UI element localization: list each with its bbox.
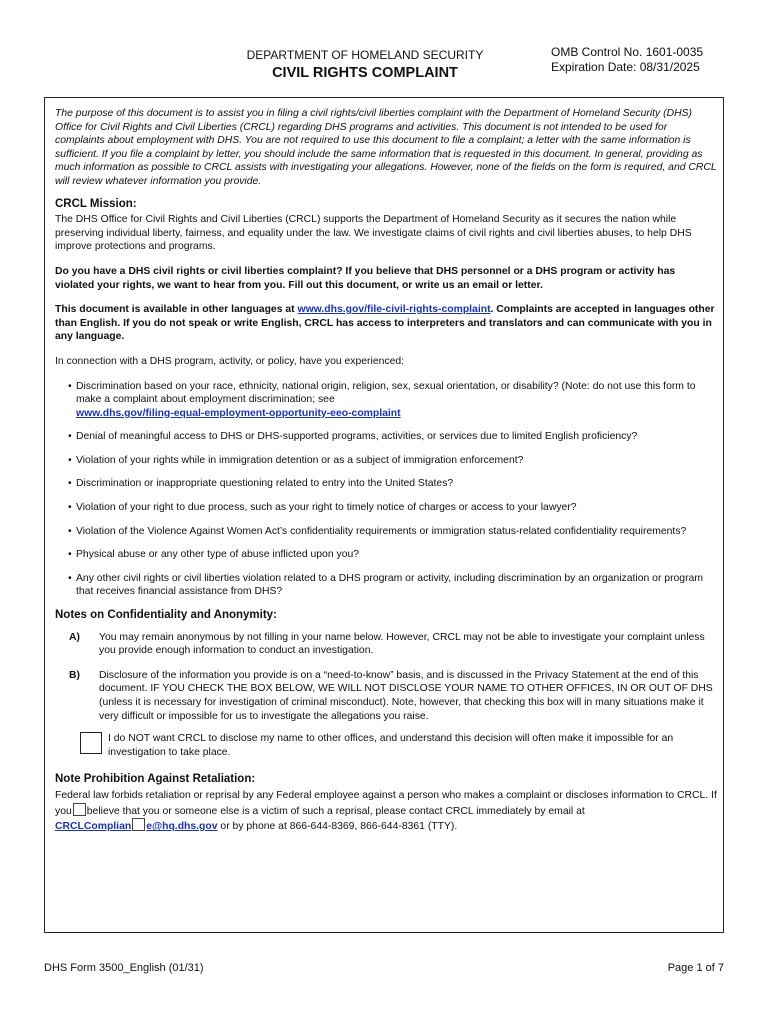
nondisclosure-checkbox[interactable] bbox=[80, 732, 102, 754]
retaliation-text-2: believe that you or someone else is a victim of such a reprisal, please contact CRCL immediately by email at bbox=[86, 805, 585, 817]
languages-text-before: This document is available in other languages at bbox=[55, 304, 298, 316]
eeo-complaint-link[interactable]: www.dhs.gov/filing-equal-employment-opportunity-eeo-complaint bbox=[76, 407, 401, 419]
confidentiality-heading: Notes on Confidentiality and Anonymity: bbox=[55, 609, 277, 622]
bullet-glyph: • bbox=[68, 572, 72, 584]
note-a bbox=[69, 631, 717, 658]
note-b-label: B) bbox=[69, 669, 80, 681]
retaliation-text bbox=[55, 789, 717, 834]
bullet-glyph: • bbox=[68, 525, 72, 537]
bullet-glyph: • bbox=[68, 431, 72, 443]
page-number: Page 1 of 7 bbox=[667, 962, 724, 974]
expiration-date: Expiration Date: 08/31/2025 bbox=[551, 60, 700, 74]
bullet-glyph: • bbox=[68, 502, 72, 514]
stray-box-mark bbox=[132, 818, 145, 831]
nondisclosure-label: I do NOT want CRCL to disclose my name to other offices, and understand this decision will often make it impossible for an investigation to take place. bbox=[108, 733, 674, 758]
list-item-text: Denial of meaningful access to DHS or DHS-supported programs, activities, or services due to limited English proficiency? bbox=[76, 431, 638, 443]
bullet-glyph: • bbox=[68, 454, 72, 466]
languages-paragraph bbox=[55, 303, 717, 344]
list-item bbox=[68, 477, 717, 491]
list-item bbox=[68, 548, 717, 562]
email-part-2: e@hq.dhs.gov bbox=[146, 821, 218, 833]
bullet-glyph: • bbox=[68, 549, 72, 561]
note-a-text: You may remain anonymous by not filling in your name below. However, CRCL may not be able to investigate your complaint unless you provide enough information to conduct an investigation. bbox=[99, 631, 705, 657]
note-b bbox=[69, 669, 717, 723]
list-item bbox=[68, 501, 717, 515]
intro-paragraph: The purpose of this document is to assist you in filing a civil rights/civil liberties complaint with the Department of Homeland Security (DHS) Office for Civil Rights and Civil Liberties (CRCL) regarding DHS programs and activities. This document is not intended to be used for complaints about employment with DHS. You are not required to use this document to file a complaint; a letter with the same information is sufficient. If you file a complaint by letter, you should include the same information that is requested in this document. In general, providing as much information as possible to CRCL assists with investigating your allegations. However, none of the fields on the form is required, and CRCL will review whatever information you provide. bbox=[55, 108, 717, 187]
department-name: DEPARTMENT OF HOMELAND SECURITY bbox=[246, 48, 484, 62]
complaint-question: Do you have a DHS civil rights or civil liberties complaint? If you believe that DHS personnel or a DHS program or activity has violated your rights, we want to hear from you. Fill out this document, or write us an email or letter. bbox=[55, 265, 676, 291]
omb-control-number: OMB Control No. 1601-0035 bbox=[551, 45, 704, 59]
languages-text-after: . Complaints are accepted in languages other than English. If you do not speak or write English, CRCL has access to interpreters and translators and can communicate with you in any language. bbox=[55, 304, 715, 343]
form-body bbox=[55, 107, 717, 834]
email-part-1: CRCLComplian bbox=[55, 821, 132, 833]
list-item bbox=[68, 572, 717, 599]
note-a-label: A) bbox=[69, 631, 80, 643]
retaliation-text-1: Federal law forbids retaliation or reprisal by any Federal employee against a person who makes a complaint or discloses information to CRCL. If you bbox=[55, 789, 717, 817]
list-item-text: Violation of your rights while in immigration detention or as a subject of immigration enforcement? bbox=[76, 454, 524, 466]
page-title: CIVIL RIGHTS COMPLAINT bbox=[272, 65, 458, 81]
languages-link[interactable]: www.dhs.gov/file-civil-rights-complaint bbox=[297, 304, 491, 316]
list-item-text: Discrimination or inappropriate questioning related to entry into the United States? bbox=[76, 478, 454, 490]
retaliation-text-3: or by phone at 866-644-8369, 866-644-8361 (TTY). bbox=[217, 821, 458, 833]
list-item-text: Violation of the Violence Against Women Act’s confidentiality requirements or immigration status-related confidentiality requirements? bbox=[76, 525, 687, 537]
note-b-text: Disclosure of the information you provide is on a “need-to-know” basis, and is discussed in the Privacy Statement at the end of this document. IF YOU CHECK THE BOX BELOW, WE WILL NOT DISCLOSE YOUR NAME TO OTHER OFFICES, IN OR OUT OF DHS (unless it is necessary for investigation of criminal misconduct). Note, however, that checking this box will in many situations make it very difficult or impossible for us to investigate the allegations you raise. bbox=[99, 669, 713, 722]
mission-text: The DHS Office for Civil Rights and Civil Liberties (CRCL) supports the Department of Homeland Security as it secures the nation while preserving individual liberty, fairness, and equality under the law. We investigate claims of civil rights and civil liberties abuses, to help DHS improve protections and programs. bbox=[55, 214, 692, 253]
nondisclosure-option bbox=[80, 732, 717, 759]
experience-list bbox=[55, 380, 717, 600]
list-item bbox=[68, 525, 717, 539]
list-item-text: Physical abuse or any other type of abuse inflicted upon you? bbox=[76, 549, 360, 561]
bullet-glyph: • bbox=[68, 380, 72, 392]
crcl-email-link[interactable] bbox=[55, 821, 218, 832]
list-item bbox=[68, 430, 717, 444]
list-item-text: Violation of your right to due process, such as your right to timely notice of charges or access to your lawyer? bbox=[76, 502, 577, 514]
list-item-text: Discrimination based on your race, ethnicity, national origin, religion, sex, sexual orientation, or disability? (Note: do not use this form to make a complaint about employment discrimination; see bbox=[76, 380, 696, 406]
list-item bbox=[68, 380, 717, 421]
bullet-glyph: • bbox=[68, 478, 72, 490]
mission-heading: CRCL Mission: bbox=[55, 197, 137, 210]
omb-info bbox=[551, 45, 703, 75]
list-item bbox=[68, 454, 717, 468]
retaliation-heading: Note Prohibition Against Retaliation: bbox=[55, 773, 256, 786]
form-identifier: DHS Form 3500_English (01/31) bbox=[44, 962, 204, 974]
experience-intro: In connection with a DHS program, activity, or policy, have you experienced: bbox=[55, 355, 405, 367]
list-item-text: Any other civil rights or civil liberties violation related to a DHS program or activity, including discrimination by an organization or program that receives financial assistance from DHS? bbox=[76, 572, 703, 598]
stray-box-mark bbox=[73, 803, 86, 816]
